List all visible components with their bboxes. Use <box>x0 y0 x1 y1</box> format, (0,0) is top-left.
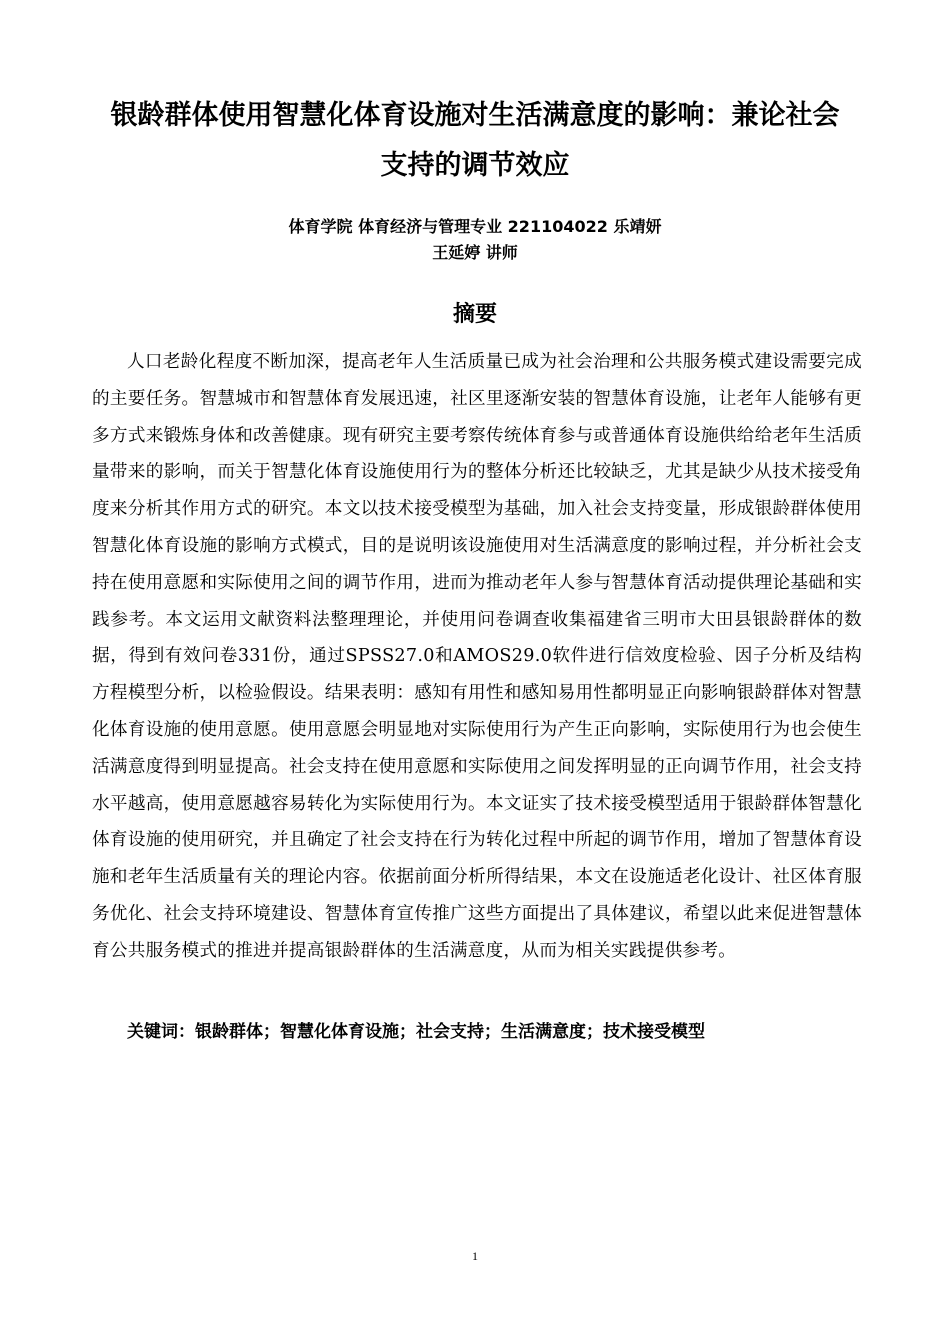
author-info: 体育学院 体育经济与管理专业 221104022 乐靖妍 <box>288 217 662 236</box>
advisor-info: 王延婷 讲师 <box>432 243 518 262</box>
keywords-line: 关键词：银龄群体；智慧化体育设施；社会支持；生活满意度；技术接受模型 <box>127 1022 705 1042</box>
abstract-body: 人口老龄化程度不断加深，提高老年人生活质量已成为社会治理和公共服务模式建设需要完成的主要任务。智慧城市和智慧体育发展迅速，社区里逐渐安装的智慧体育设施，让老年人能够有更多方式来锻炼身体和改善健康。现有研究主要考察传统体育参与或普通体育设施供给给老年生活质量带来的影响，而关于智慧化体育设施使用行为的整体分析还比较缺乏，尤其是缺少从技术接受角度来分析其作用方式的研究。本文以技术接受模型为基础，加入社会支持变量，形成银龄群体使用智慧化体育设施的影响方式模式，目的是说明该设施使用对生活满意度的影响过程，并分析社会支持在使用意愿和实际使用之间的调节作用，进而为推动老年人参与智慧体育活动提供理论基础和实践参考。本文运用文献资料法整理理论，并使用问卷调查收集福建省三明市大田县银龄群体的数据，得到有效问卷331份，通过SPSS27.0和AMOS29.0软件进行信效度检验、因子分析及结构方程模型分析，以检验假设。结果表明：感知有用性和感知易用性都明显正向影响银龄群体对智慧化体育设施的使用意愿。使用意愿会明显地对实际使用行为产生正向影响，实际使用行为也会使生活满意度得到明显提高。社会支持在使用意愿和实际使用之间发挥明显的正向调节作用，社会支持水平越高，使用意愿越容易转化为实际使用行为。本文证实了技术接受模型适用于银龄群体智慧化体育设施的使用研究，并且确定了社会支持在行为转化过程中所起的调节作用，增加了智慧体育设施和老年生活质量有关的理论内容。依据前面分析所得结果，本文在设施适老化设计、社区体育服务优化、社会支持环境建设、智慧体育宣传推广这些方面提出了具体建议，希望以此来促进智慧体育公共服务模式的推进并提高银龄群体的生活满意度，从而为相关实践提供参考。 <box>92 352 862 961</box>
paper-title-line-2: 支持的调节效应 <box>380 150 570 181</box>
page-number: 1 <box>472 1249 478 1263</box>
abstract-heading: 摘要 <box>452 302 497 327</box>
paper-title-line-1: 银龄群体使用智慧化体育设施对生活满意度的影响：兼论社会 <box>110 100 840 131</box>
